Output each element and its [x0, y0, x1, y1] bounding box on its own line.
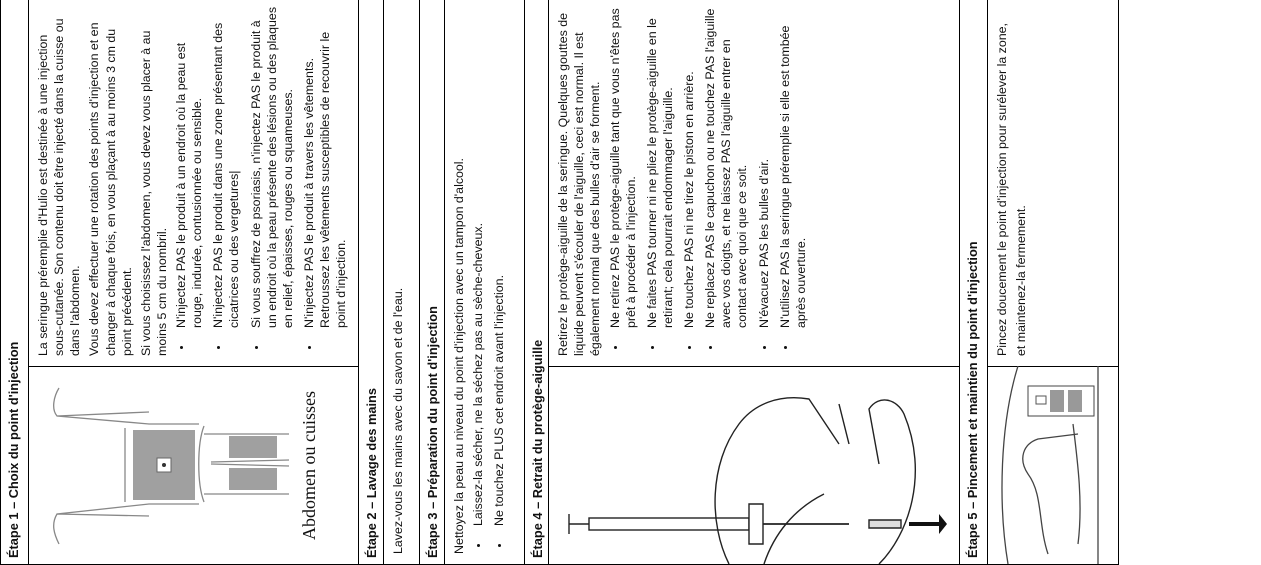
step1-bullets — [173, 6, 349, 356]
figure-label: Abdomen ou cuisses — [299, 391, 319, 540]
list-item: • Laissez-la sécher, ne la séchez pas au sèche-cheveux. — [470, 6, 486, 534]
list-item: • Si vous souffrez de psoriasis, n'injectez PAS le produit à un endroit où la peau présente des lésions ou des plaques en relief, épaisses, rouges ou squameuses. — [248, 6, 296, 336]
list-item: • Ne faites PAS tourner ni ne pliez le protège-aiguille en le retirant; cela pourrait endommager l'aiguille. — [644, 6, 676, 336]
step1-figure — [29, 367, 359, 565]
pinch-skin-icon — [988, 366, 1118, 564]
thigh-zone-right — [229, 436, 277, 458]
list-item: • N'utilisez PAS la seringue préremplie si elle est tombée après ouverture. — [777, 6, 809, 336]
list-item: • N'injectez PAS le produit à travers les vêtements. Retroussez les vêtements susceptibles de recouvrir le point d'injection. — [301, 6, 349, 336]
step3-title: Étape 3 – Préparation du point d'injection — [419, 0, 444, 565]
step4-text — [549, 0, 960, 367]
step1-paragraph: Si vous choisissez l'abdomen, vous devez vous placer à au moins 5 cm du nombril. — [138, 30, 169, 356]
step5-figure — [988, 367, 1119, 565]
step1-title: Étape 1 – Choix du point d'injection — [1, 0, 29, 565]
step4-title: Étape 4 – Retrait du protège-aiguille — [524, 0, 549, 565]
step1-text — [29, 0, 359, 367]
step5-text — [988, 0, 1119, 367]
step3-text — [444, 0, 524, 565]
step2-title: Étape 2 – Lavage des mains — [359, 0, 384, 565]
step3-bullets — [470, 6, 507, 554]
abdomen-thigh-icon — [29, 366, 316, 564]
step3-paragraph: Nettoyez la peau au niveau du point d'injection avec un tampon d'alcool. — [451, 158, 466, 554]
step5-title: Étape 5 – Pincement et maintien du point d'injection — [960, 0, 988, 565]
list-item: • N'injectez PAS le produit à un endroit où la peau est rouge, indurée, contusionnée ou sensible. — [173, 6, 205, 336]
syringe-cap-removal-icon — [549, 366, 959, 564]
list-item: • Ne retirez PAS le protège-aiguille tant que vous n'êtes pas prêt à procéder à l'injection. — [607, 6, 639, 336]
list-item: • N'injectez PAS le produit dans une zone présentant des cicatrices ou des vergetures| — [210, 6, 242, 336]
thigh-zone-left — [229, 468, 277, 490]
list-item: • Ne touchez PAS ni ne tirez le piston en arrière. — [681, 6, 697, 336]
step4-figure — [549, 367, 960, 565]
step2-text: Lavez-vous les mains avec du savon et de l'eau. — [383, 0, 419, 565]
list-item: • N'évacuez PAS les bulles d'air. — [756, 6, 772, 336]
step1-paragraph: La seringue préremplie d'Hulio est destinée à une injection sous-cutanée. Son contenu doit être injecté dans la cuisse ou dans l'abdomen. — [36, 18, 83, 356]
step4-paragraph: Retirez le protège-aiguille de la seringue. Quelques gouttes de liquide peuvent s'écouler de l'aiguille, ceci est normal. Il est également normal que des bulles d'air se forment. — [556, 12, 603, 356]
list-item: • Ne replacez PAS le capuchon ou ne touchez PAS l'aiguille avec vos doigts, et ne laissez PAS l'aiguille entrer en contact avec quoi que ce soit. — [702, 6, 750, 336]
step4-bullets — [607, 6, 809, 356]
step1-paragraph: Vous devez effectuer une rotation des points d'injection et en changer à chaque fois, en vous plaçant à au moins 3 cm du point précédent. — [87, 22, 134, 356]
step5-line: Pincez doucement le point d'injection pour surélever la zone, — [995, 23, 1010, 356]
list-item: • Ne touchez PLUS cet endroit avant l'injection. — [491, 6, 507, 534]
step5-line: et maintenez-la fermement. — [1014, 205, 1029, 356]
